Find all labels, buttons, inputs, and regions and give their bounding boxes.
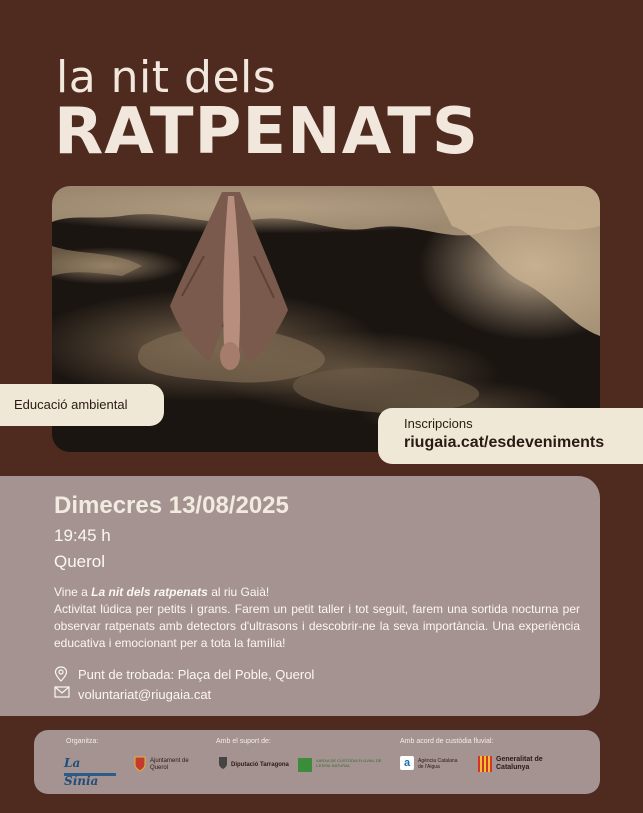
- ajuntament-logo: [134, 756, 146, 777]
- registration-label: Inscripcions: [404, 416, 473, 431]
- xarxa-text: XARXA DE CUSTÒDIA FLUVIAL DE L'ESPAI NATURAL: [316, 758, 382, 768]
- intro-emphasis: La nit dels ratpenats: [91, 585, 208, 599]
- crest-icon: [218, 756, 228, 770]
- contact-info: [54, 664, 600, 704]
- registration-tag: [378, 408, 643, 464]
- email-link[interactable]: voluntariat@riugaia.cat: [78, 686, 212, 702]
- meeting-point-row: [54, 664, 600, 684]
- registration-link[interactable]: riugaia.cat/esdeveniments: [404, 434, 605, 451]
- ajuntament-text: Ajuntament de Querol: [150, 758, 189, 771]
- la-sinia-logo: La Sínia: [64, 754, 116, 776]
- description-text: Activitat lúdica per petits i grans. Farem un petit taller i tot seguit, farem una sortida nocturna per observar ratpenats amb detectors d'ultrasons i descobrir-ne la seva importància. Una experiència educativa i emocionant per a tota la família!: [54, 602, 580, 650]
- page-title-line1: la nit dels: [56, 52, 277, 103]
- xarxa-logo: [298, 758, 312, 772]
- location-pin-icon: [54, 666, 72, 682]
- category-label: Educació ambiental: [14, 397, 128, 412]
- sponsors-footer: [34, 730, 600, 794]
- meeting-point-text: Punt de trobada: Plaça del Poble, Querol: [78, 666, 315, 682]
- aca-text: Agència Catalana de l'Aigua: [418, 758, 458, 770]
- diputacio-logo: [218, 756, 228, 775]
- event-date: Dimecres 13/08/2025: [54, 492, 289, 519]
- diputacio-text: Diputació Tarragona: [231, 762, 289, 768]
- email-row: [54, 684, 600, 704]
- generalitat-logo: [478, 756, 492, 772]
- event-place: Querol: [54, 552, 106, 571]
- organiza-label: Organitza:: [66, 738, 99, 745]
- page-title-line2: RATPENATS: [54, 95, 479, 169]
- aca-logo: a: [400, 756, 414, 770]
- category-tag: [0, 384, 164, 426]
- event-description: [54, 584, 580, 652]
- support-label: Amb el suport de:: [216, 738, 271, 745]
- agreement-label: Amb acord de custòdia fluvial:: [400, 738, 494, 745]
- intro-prefix: Vine a: [54, 585, 92, 599]
- envelope-icon: [54, 686, 72, 702]
- intro-suffix: al riu Gaià!: [207, 585, 270, 599]
- event-info-panel: [0, 476, 600, 716]
- event-time: 19:45 h: [54, 526, 111, 545]
- generalitat-text: Generalitat de Catalunya: [496, 756, 543, 771]
- shield-icon: [134, 756, 146, 772]
